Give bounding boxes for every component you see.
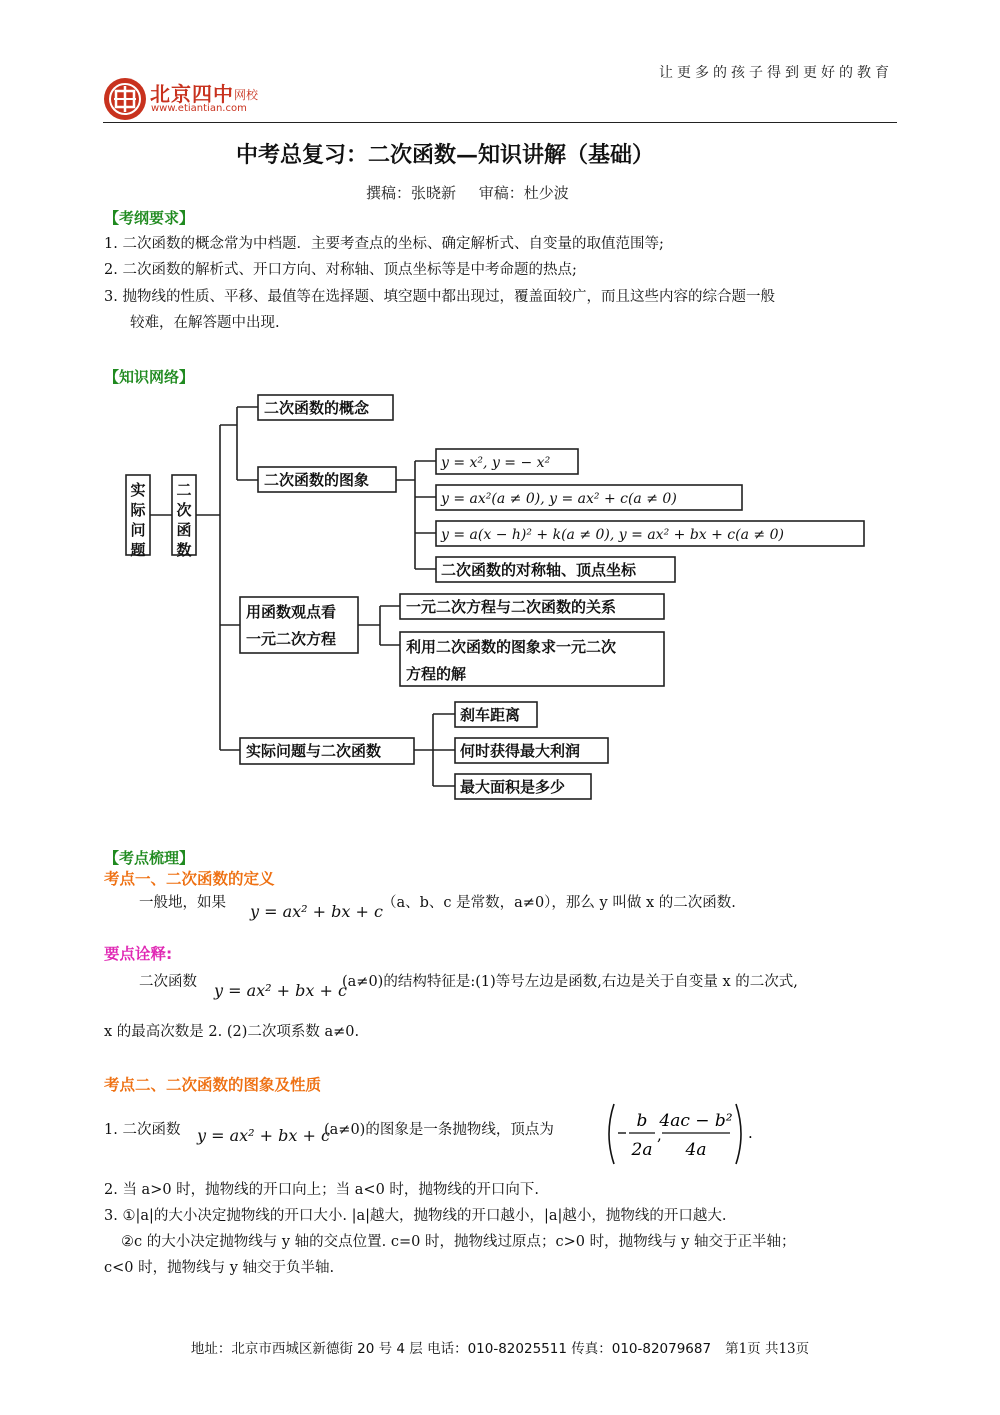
page-number: 第1页 共13页 (725, 1341, 810, 1357)
logo-url: www.etiantian.com (151, 103, 247, 114)
formula-quadratic: y = ax² + bx + c (214, 981, 347, 1000)
left-box-b-char: 函 (176, 521, 192, 539)
node-application: 实际问题与二次函数 (246, 742, 382, 760)
vertex-formula (602, 1100, 762, 1168)
note-line2: x 的最高次数是 2. (2)二次项系数 a≠0. (104, 1024, 360, 1040)
note-title: 要点诠释: (104, 945, 173, 963)
formula-quadratic: y = ax² + bx + c (197, 1126, 330, 1145)
node-eq-child: 一元二次方程与二次函数的关系 (406, 598, 617, 616)
requirement-item: 较难，在解答题中出现. (130, 315, 280, 331)
point-one-title: 考点一、二次函数的定义 (104, 870, 275, 888)
node-graph-child: y = ax²(a ≠ 0), y = ax² + c(a ≠ 0) (441, 491, 677, 507)
point-two-line1-pre: 1. 二次函数 (104, 1122, 181, 1138)
point-two-line4: ②c 的大小决定抛物线与 y 轴的交点位置. c=0 时，抛物线过原点；c>0 时，抛物线与 y 轴交于正半轴； (121, 1234, 796, 1250)
node-graph-child: y = x², y = − x² (441, 455, 551, 471)
note-pre: 二次函数 (139, 974, 197, 990)
left-box-b-char: 二 (176, 481, 192, 499)
svg-text:.: . (748, 1124, 753, 1142)
footer (0, 1337, 1000, 1357)
node-eq-child: 方程的解 (406, 665, 467, 683)
point-two-line1-post: (a≠0)的图象是一条抛物线，顶点为 (324, 1122, 554, 1138)
footer-address: 地址：北京市西城区新德街 20 号 4 层 电话：010-82025511 传真：010-82079687 (190, 1341, 712, 1357)
logo-name: 北京四中 (150, 82, 234, 106)
vertex-num1: b (636, 1111, 648, 1131)
node-app-child: 刹车距离 (460, 706, 521, 724)
vertex-den1: 2a (631, 1140, 653, 1160)
node-app-child: 最大面积是多少 (460, 778, 566, 796)
author: 撰稿：张晓新 (366, 184, 457, 202)
left-box-a-char: 实 (130, 481, 146, 499)
requirement-item: 3. 抛物线的性质、平移、最值等在选择题、填空题中都出现过，覆盖面较广，而且这些内容的综合题一般 (104, 289, 775, 305)
header-slogan: 让更多的孩子得到更好的教育 (659, 65, 893, 81)
left-box-a-char: 际 (130, 501, 146, 519)
requirement-item: 1. 二次函数的概念常为中档题．主要考查点的坐标、确定解析式、自变量的取值范围等; (104, 236, 664, 252)
page-title: 中考总复习：二次函数—知识讲解（基础） (235, 142, 654, 168)
note-post: (a≠0)的结构特征是:(1)等号左边是函数,右边是关于自变量 x 的二次式, (342, 974, 798, 990)
point-two-line2: 2. 当 a>0 时，抛物线的开口向上；当 a<0 时，抛物线的开口向下. (104, 1182, 540, 1198)
svg-text:,: , (657, 1126, 662, 1144)
point-one-post: （a、b、c 是常数，a≠0），那么 y 叫做 x 的二次函数. (382, 895, 736, 911)
left-box-b-char: 次 (176, 501, 192, 519)
node-graph-child: 二次函数的对称轴、顶点坐标 (441, 561, 637, 579)
node-graph: 二次函数的图象 (264, 471, 370, 489)
vertex-den2: 4a (685, 1140, 707, 1160)
node-equation-line1: 用函数观点看 (246, 603, 337, 621)
node-app-child: 何时获得最大利润 (460, 742, 581, 760)
point-two-line5: c<0 时，抛物线与 y 轴交于负半轴. (104, 1260, 335, 1276)
point-two-line3: 3. ①|a|的大小决定抛物线的开口大小. |a|越大，抛物线的开口越小，|a|越小，抛物线的开口越大. (104, 1208, 727, 1224)
left-box-a-char: 题 (130, 541, 146, 559)
point-two-title: 考点二、二次函数的图象及性质 (104, 1076, 322, 1094)
node-equation-line2: 一元二次方程 (246, 630, 337, 648)
left-box-b-char: 数 (176, 541, 192, 559)
left-box-a-char: 问 (130, 521, 146, 539)
point-one-pre: 一般地，如果 (139, 895, 226, 911)
section-heading-points: 【考点梳理】 (104, 849, 195, 867)
vertex-num2: 4ac − b² (659, 1111, 733, 1131)
node-concept: 二次函数的概念 (264, 399, 370, 417)
section-heading-network: 【知识网络】 (104, 368, 195, 386)
reviewer: 审稿：杜少波 (478, 184, 569, 202)
node-eq-child: 利用二次函数的图象求一元二次 (406, 638, 617, 656)
formula-quadratic: y = ax² + bx + c (250, 902, 383, 921)
section-heading-requirements: 【考纲要求】 (104, 209, 195, 227)
node-graph-child: y = a(x − h)² + k(a ≠ 0), y = ax² + bx + c(a ≠ 0) (441, 527, 784, 543)
requirement-item: 2. 二次函数的解析式、开口方向、对称轴、顶点坐标等是中考命题的热点; (104, 262, 577, 278)
logo-subtitle: 网校 (234, 88, 259, 102)
